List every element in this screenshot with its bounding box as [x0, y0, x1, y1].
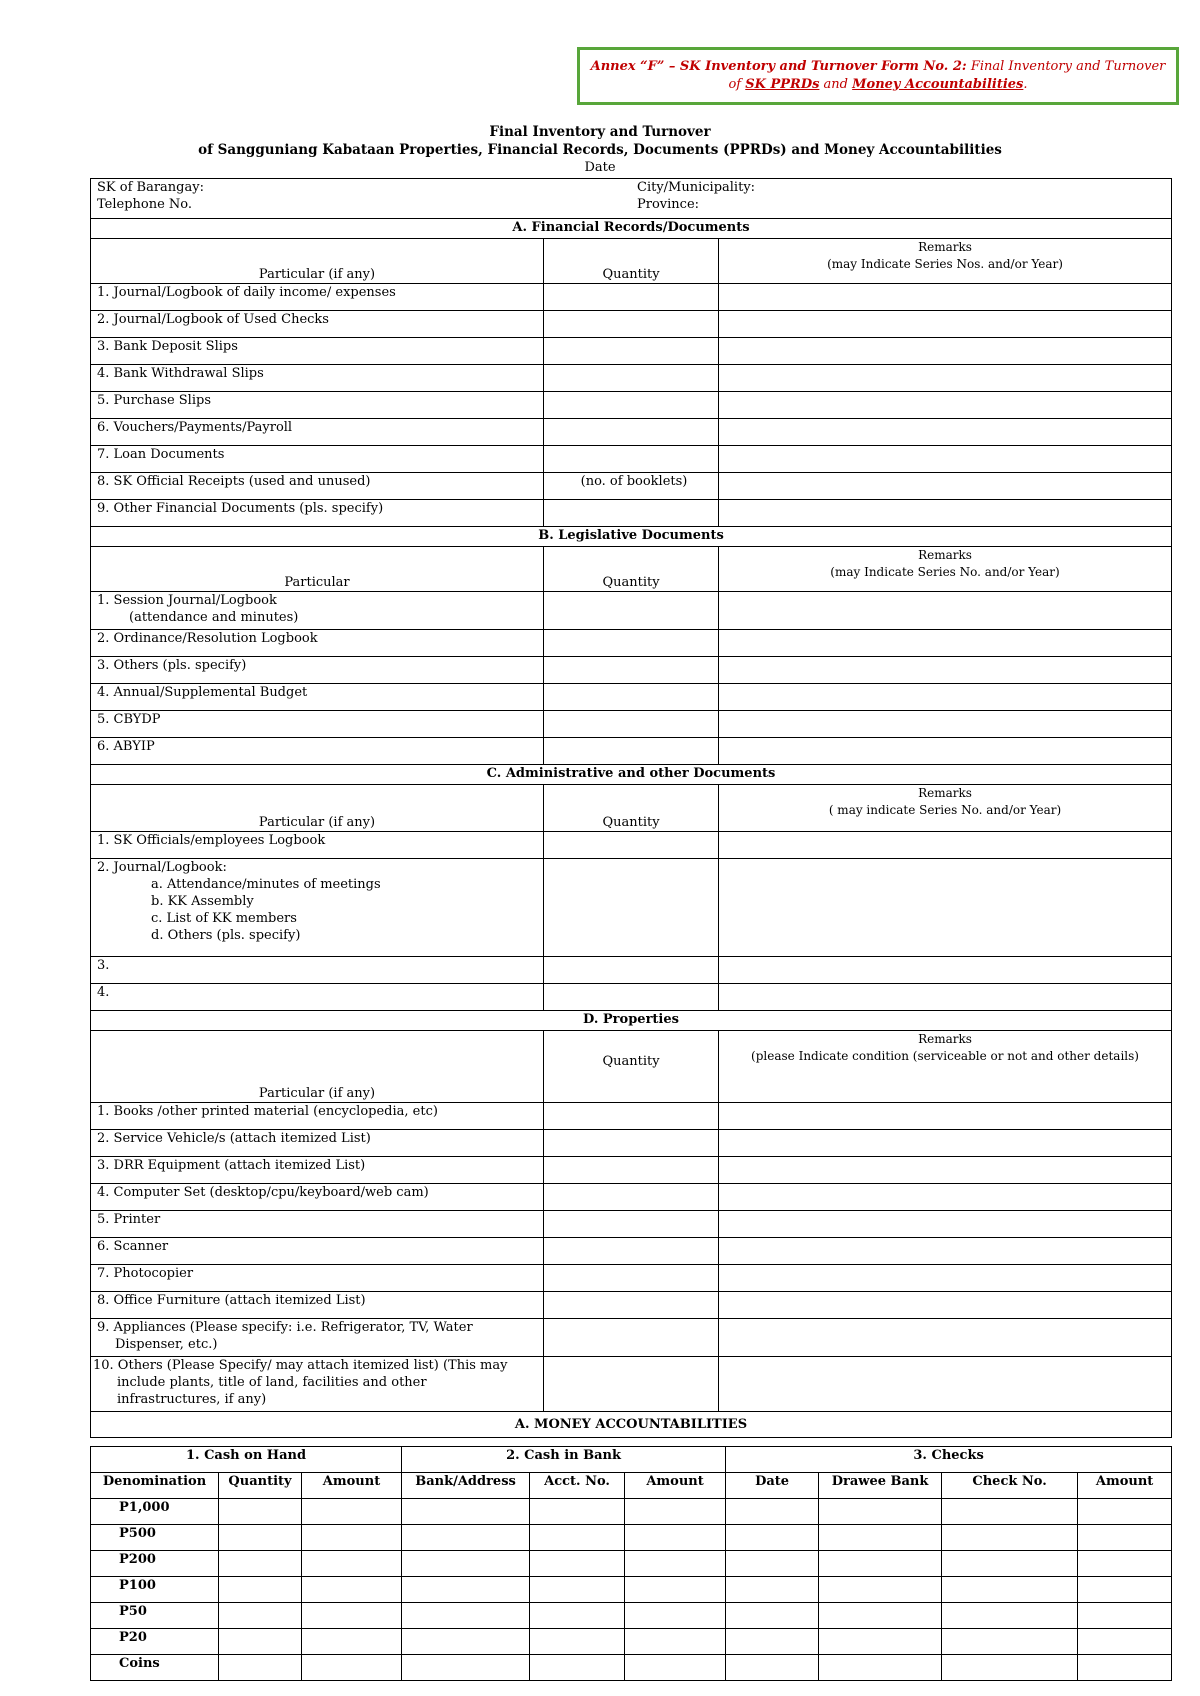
cell-field[interactable]: [1078, 1577, 1172, 1603]
table-row: [91, 592, 1172, 630]
remarks-field[interactable]: [719, 365, 1172, 392]
remarks-field[interactable]: [719, 630, 1172, 657]
remarks-field[interactable]: [719, 711, 1172, 738]
row-label: 4.: [91, 984, 544, 1011]
section-a-header: [91, 239, 1172, 284]
table-row: [91, 957, 1172, 984]
cell-field[interactable]: [942, 1629, 1078, 1655]
cell-field[interactable]: [726, 1629, 819, 1655]
row-label: 5. Purchase Slips: [91, 392, 544, 419]
cell-field[interactable]: [219, 1603, 302, 1629]
row-label: 7. Loan Documents: [91, 446, 544, 473]
table-row: [91, 1211, 1172, 1238]
cell-field[interactable]: [1078, 1551, 1172, 1577]
row-label: [91, 1319, 544, 1357]
row-label-line: 1. Session Journal/Logbook: [97, 593, 277, 608]
cell-field[interactable]: [819, 1603, 942, 1629]
cell-field[interactable]: [625, 1629, 726, 1655]
table-row: [91, 446, 1172, 473]
table-row: [91, 284, 1172, 311]
quantity-field[interactable]: [544, 1357, 719, 1412]
table-row: [91, 1629, 1172, 1655]
quantity-field[interactable]: [544, 1211, 719, 1238]
remarks-label: Remarks: [918, 1032, 972, 1046]
col-particular: Particular (if any): [91, 1031, 544, 1103]
table-row: [91, 1103, 1172, 1130]
annex-text1: Final Inventory and Turnover: [966, 59, 1166, 74]
remarks-field[interactable]: [719, 832, 1172, 859]
remarks-field[interactable]: [719, 592, 1172, 630]
row-label: 4. Computer Set (desktop/cpu/keyboard/web cam): [91, 1184, 544, 1211]
row-label: [91, 859, 544, 957]
row-label: 1. Books /other printed material (encyclopedia, etc): [91, 1103, 544, 1130]
table-row: [91, 419, 1172, 446]
cell-field[interactable]: [402, 1525, 530, 1551]
cell-field[interactable]: [819, 1577, 942, 1603]
cell-field[interactable]: [942, 1577, 1078, 1603]
row-label: 1. SK Officials/employees Logbook: [91, 832, 544, 859]
remarks-note: (please Indicate condition (serviceable or not and other details): [751, 1049, 1139, 1063]
cell-field[interactable]: [530, 1655, 625, 1681]
quantity-field[interactable]: [544, 338, 719, 365]
remarks-note: (may Indicate Series No. and/or Year): [830, 565, 1060, 579]
remarks-note: ( may indicate Series No. and/or Year): [828, 803, 1062, 817]
table-row: [91, 1238, 1172, 1265]
quantity-field[interactable]: [544, 1130, 719, 1157]
table-row: [91, 711, 1172, 738]
row-label: 2. Journal/Logbook of Used Checks: [91, 311, 544, 338]
quantity-field[interactable]: [544, 984, 719, 1011]
remarks-field[interactable]: [719, 684, 1172, 711]
remarks-field[interactable]: [719, 1103, 1172, 1130]
remarks-field[interactable]: [719, 1238, 1172, 1265]
denomination: P20: [91, 1629, 219, 1655]
quantity-field[interactable]: [544, 311, 719, 338]
cell-field[interactable]: [942, 1525, 1078, 1551]
annex-prefix: Annex “F” – SK Inventory and Turnover Form No. 2:: [590, 59, 967, 74]
denomination: P1,000: [91, 1499, 219, 1525]
cell-field[interactable]: [530, 1525, 625, 1551]
table-row: [91, 1265, 1172, 1292]
sk-barangay-label: SK of Barangay:: [97, 180, 204, 195]
table-row: [91, 657, 1172, 684]
col-particular: Particular (if any): [91, 785, 544, 832]
section-b-title: B. Legislative Documents: [91, 527, 1172, 547]
row-label-subline: include plants, title of land, facilities and other: [117, 1375, 427, 1390]
cell-field[interactable]: [819, 1655, 942, 1681]
cell-field[interactable]: [302, 1525, 402, 1551]
table-row: [91, 1319, 1172, 1357]
quantity-field[interactable]: [544, 657, 719, 684]
col-particular: Particular: [91, 547, 544, 592]
cell-field[interactable]: [625, 1603, 726, 1629]
row-label-subline: Dispenser, etc.): [115, 1337, 218, 1352]
row-label: 3. Others (pls. specify): [91, 657, 544, 684]
cell-field[interactable]: [625, 1655, 726, 1681]
quantity-field[interactable]: [544, 1157, 719, 1184]
cell-field[interactable]: [726, 1499, 819, 1525]
table-row: [91, 859, 1172, 957]
quantity-field[interactable]: [544, 419, 719, 446]
form-title: Final Inventory and Turnover: [489, 124, 711, 140]
row-label-subline: (attendance and minutes): [129, 610, 299, 625]
cell-field[interactable]: [819, 1525, 942, 1551]
cell-field[interactable]: [819, 1499, 942, 1525]
section-c-header: [91, 785, 1172, 832]
quantity-field[interactable]: [544, 392, 719, 419]
quantity-field[interactable]: [544, 592, 719, 630]
table-row: [91, 392, 1172, 419]
annex-text2a: of: [728, 77, 746, 92]
cell-field[interactable]: [302, 1499, 402, 1525]
remarks-field[interactable]: [719, 284, 1172, 311]
row-label: 7. Photocopier: [91, 1265, 544, 1292]
table-row: [91, 311, 1172, 338]
remarks-field[interactable]: [719, 392, 1172, 419]
cell-field[interactable]: [726, 1525, 819, 1551]
annex-link-pprds: SK PPRDs: [745, 77, 820, 92]
form-subtitle: of Sangguniang Kabataan Properties, Financial Records, Documents (PPRDs) and Money Accountabilities: [198, 142, 1002, 158]
cell-field[interactable]: [726, 1551, 819, 1577]
quantity-field[interactable]: [544, 1319, 719, 1357]
row-label-line: 2. Journal/Logbook:: [97, 860, 227, 875]
col-bank-address: Bank/Address: [402, 1473, 530, 1499]
cell-field[interactable]: [625, 1499, 726, 1525]
row-label-subline: infrastructures, if any): [117, 1392, 267, 1407]
quantity-field[interactable]: [544, 1184, 719, 1211]
table-row: [91, 1499, 1172, 1525]
remarks-label: Remarks: [918, 786, 972, 800]
cell-field[interactable]: [302, 1577, 402, 1603]
row-label: 4. Bank Withdrawal Slips: [91, 365, 544, 392]
cell-field[interactable]: [402, 1655, 530, 1681]
cell-field[interactable]: [942, 1603, 1078, 1629]
remarks-field[interactable]: [719, 1157, 1172, 1184]
sub-item: a. Attendance/minutes of meetings: [151, 877, 381, 892]
money-header-row: [91, 1473, 1172, 1499]
row-label: [91, 592, 544, 630]
cell-field[interactable]: [219, 1499, 302, 1525]
quantity-field[interactable]: [544, 446, 719, 473]
row-label: 6. Vouchers/Payments/Payroll: [91, 419, 544, 446]
quantity-field[interactable]: [544, 1103, 719, 1130]
sub-item: d. Others (pls. specify): [151, 928, 301, 943]
table-row: [91, 1184, 1172, 1211]
row-label: 2. Service Vehicle/s (attach itemized List): [91, 1130, 544, 1157]
cell-field[interactable]: [219, 1525, 302, 1551]
money-group-row: [91, 1447, 1172, 1473]
table-row: [91, 1603, 1172, 1629]
quantity-field[interactable]: [544, 738, 719, 765]
col-remarks: [719, 239, 1172, 284]
info-cell: [91, 179, 1172, 219]
remarks-label: Remarks: [918, 240, 972, 254]
annex-text2c: .: [1023, 77, 1028, 92]
table-row: [91, 1577, 1172, 1603]
cell-field[interactable]: [726, 1655, 819, 1681]
table-row: [91, 630, 1172, 657]
cell-field[interactable]: [1078, 1655, 1172, 1681]
table-row: [91, 1357, 1172, 1412]
row-label: 6. Scanner: [91, 1238, 544, 1265]
remarks-field[interactable]: [719, 338, 1172, 365]
cell-field[interactable]: [302, 1629, 402, 1655]
remarks-field[interactable]: [719, 500, 1172, 527]
col-remarks: [719, 1031, 1172, 1103]
quantity-field[interactable]: [544, 684, 719, 711]
sub-item: b. KK Assembly: [151, 894, 254, 909]
cell-field[interactable]: [1078, 1629, 1172, 1655]
quantity-field[interactable]: [544, 1265, 719, 1292]
cash-on-hand-header: 1. Cash on Hand: [91, 1447, 402, 1473]
remarks-field[interactable]: [719, 859, 1172, 957]
quantity-field[interactable]: [544, 832, 719, 859]
row-label: 6. ABYIP: [91, 738, 544, 765]
cell-field[interactable]: [819, 1551, 942, 1577]
money-title: A. MONEY ACCOUNTABILITIES: [91, 1412, 1172, 1438]
quantity-field[interactable]: [544, 1238, 719, 1265]
inventory-table: [90, 178, 1172, 1438]
row-label-line: 9. Appliances (Please specify: i.e. Refrigerator, TV, Water: [97, 1320, 473, 1335]
col-quantity: Quantity: [544, 785, 719, 832]
table-row: [91, 1157, 1172, 1184]
row-label: 8. Office Furniture (attach itemized List): [91, 1292, 544, 1319]
col-check-no: Check No.: [942, 1473, 1078, 1499]
quantity-field[interactable]: [544, 365, 719, 392]
row-label: 3. DRR Equipment (attach itemized List): [91, 1157, 544, 1184]
section-d-header: [91, 1031, 1172, 1103]
cell-field[interactable]: [530, 1577, 625, 1603]
quantity-field[interactable]: (no. of booklets): [544, 473, 719, 500]
remarks-field[interactable]: [719, 1292, 1172, 1319]
quantity-field[interactable]: [544, 957, 719, 984]
cell-field[interactable]: [1078, 1525, 1172, 1551]
col-date: Date: [726, 1473, 819, 1499]
table-row: [91, 500, 1172, 527]
cell-field[interactable]: [819, 1629, 942, 1655]
remarks-field[interactable]: [719, 1357, 1172, 1412]
col-drawee-bank: Drawee Bank: [819, 1473, 942, 1499]
denomination: Coins: [91, 1655, 219, 1681]
table-row: [91, 365, 1172, 392]
row-label: 2. Ordinance/Resolution Logbook: [91, 630, 544, 657]
table-row: [91, 338, 1172, 365]
cell-field[interactable]: [402, 1577, 530, 1603]
annex-box: [577, 47, 1179, 105]
table-row: [91, 1292, 1172, 1319]
col-quantity: Quantity: [544, 547, 719, 592]
remarks-field[interactable]: [719, 957, 1172, 984]
cell-field[interactable]: [402, 1603, 530, 1629]
date-label: Date: [584, 160, 616, 175]
table-row: [91, 1551, 1172, 1577]
row-label: 8. SK Official Receipts (used and unused): [91, 473, 544, 500]
city-label: City/Municipality:: [637, 180, 756, 195]
sub-item: c. List of KK members: [151, 911, 297, 926]
section-c-title: C. Administrative and other Documents: [91, 765, 1172, 785]
cell-field[interactable]: [302, 1603, 402, 1629]
table-row: [91, 832, 1172, 859]
remarks-field[interactable]: [719, 1130, 1172, 1157]
cell-field[interactable]: [726, 1577, 819, 1603]
quantity-field[interactable]: [544, 630, 719, 657]
cell-field[interactable]: [625, 1577, 726, 1603]
table-row: [91, 984, 1172, 1011]
table-row: [91, 1130, 1172, 1157]
col-quantity: Quantity: [544, 239, 719, 284]
denomination: P100: [91, 1577, 219, 1603]
cell-field[interactable]: [302, 1551, 402, 1577]
cell-field[interactable]: [942, 1551, 1078, 1577]
quantity-field[interactable]: [544, 1292, 719, 1319]
table-row: [91, 738, 1172, 765]
col-acct-no: Acct. No.: [530, 1473, 625, 1499]
remarks-label: Remarks: [918, 548, 972, 562]
row-label: [91, 1357, 544, 1412]
table-row: [91, 684, 1172, 711]
quantity-field[interactable]: [544, 500, 719, 527]
remarks-field[interactable]: [719, 473, 1172, 500]
col-denomination: Denomination: [91, 1473, 219, 1499]
col-quantity: Quantity: [219, 1473, 302, 1499]
annex-text2b: and: [819, 77, 853, 92]
cell-field[interactable]: [402, 1499, 530, 1525]
cell-field[interactable]: [219, 1655, 302, 1681]
col-remarks: [719, 547, 1172, 592]
cash-in-bank-header: 2. Cash in Bank: [402, 1447, 726, 1473]
row-label: 3.: [91, 957, 544, 984]
quantity-field[interactable]: [544, 711, 719, 738]
remarks-note: (may Indicate Series Nos. and/or Year): [827, 257, 1063, 271]
denomination: P500: [91, 1525, 219, 1551]
cell-field[interactable]: [1078, 1499, 1172, 1525]
cell-field[interactable]: [530, 1629, 625, 1655]
row-label: 9. Other Financial Documents (pls. specify): [91, 500, 544, 527]
info-row: [91, 179, 1172, 219]
row-label: 5. CBYDP: [91, 711, 544, 738]
remarks-field[interactable]: [719, 1184, 1172, 1211]
section-d-title: D. Properties: [91, 1011, 1172, 1031]
section-b-header: [91, 547, 1172, 592]
row-label-line: 10. Others (Please Specify/ may attach itemized list) (This may: [93, 1358, 508, 1373]
col-remarks: [719, 785, 1172, 832]
remarks-field[interactable]: [719, 1319, 1172, 1357]
money-table: [90, 1446, 1172, 1681]
remarks-field[interactable]: [719, 984, 1172, 1011]
telephone-label: Telephone No.: [97, 197, 193, 212]
cell-field[interactable]: [402, 1551, 530, 1577]
remarks-field[interactable]: [719, 738, 1172, 765]
col-amount: Amount: [302, 1473, 402, 1499]
remarks-field[interactable]: [719, 446, 1172, 473]
row-label: 5. Printer: [91, 1211, 544, 1238]
col-quantity: Quantity: [544, 1031, 719, 1103]
remarks-field[interactable]: [719, 657, 1172, 684]
quantity-field[interactable]: [544, 859, 719, 957]
col-amount: Amount: [625, 1473, 726, 1499]
table-row: [91, 473, 1172, 500]
denomination: P50: [91, 1603, 219, 1629]
annex-link-money: Money Accountabilities: [852, 77, 1024, 92]
checks-header: 3. Checks: [726, 1447, 1172, 1473]
cell-field[interactable]: [530, 1499, 625, 1525]
col-particular: Particular (if any): [91, 239, 544, 284]
cell-field[interactable]: [942, 1499, 1078, 1525]
cell-field[interactable]: [302, 1655, 402, 1681]
row-label: 4. Annual/Supplemental Budget: [91, 684, 544, 711]
table-row: [91, 1655, 1172, 1681]
remarks-field[interactable]: [719, 311, 1172, 338]
row-label: 3. Bank Deposit Slips: [91, 338, 544, 365]
cell-field[interactable]: [530, 1551, 625, 1577]
cell-field[interactable]: [942, 1655, 1078, 1681]
cell-field[interactable]: [219, 1577, 302, 1603]
remarks-field[interactable]: [719, 419, 1172, 446]
table-row: [91, 1525, 1172, 1551]
cell-field[interactable]: [726, 1603, 819, 1629]
remarks-field[interactable]: [719, 1211, 1172, 1238]
denomination: P200: [91, 1551, 219, 1577]
province-label: Province:: [637, 197, 700, 212]
cell-field[interactable]: [1078, 1603, 1172, 1629]
section-a-title: A. Financial Records/Documents: [91, 219, 1172, 239]
col-amount: Amount: [1078, 1473, 1172, 1499]
cell-field[interactable]: [530, 1603, 625, 1629]
cell-field[interactable]: [402, 1629, 530, 1655]
cell-field[interactable]: [625, 1551, 726, 1577]
cell-field[interactable]: [219, 1551, 302, 1577]
remarks-field[interactable]: [719, 1265, 1172, 1292]
row-label: 1. Journal/Logbook of daily income/ expenses: [91, 284, 544, 311]
quantity-field[interactable]: [544, 284, 719, 311]
cell-field[interactable]: [219, 1629, 302, 1655]
cell-field[interactable]: [625, 1525, 726, 1551]
